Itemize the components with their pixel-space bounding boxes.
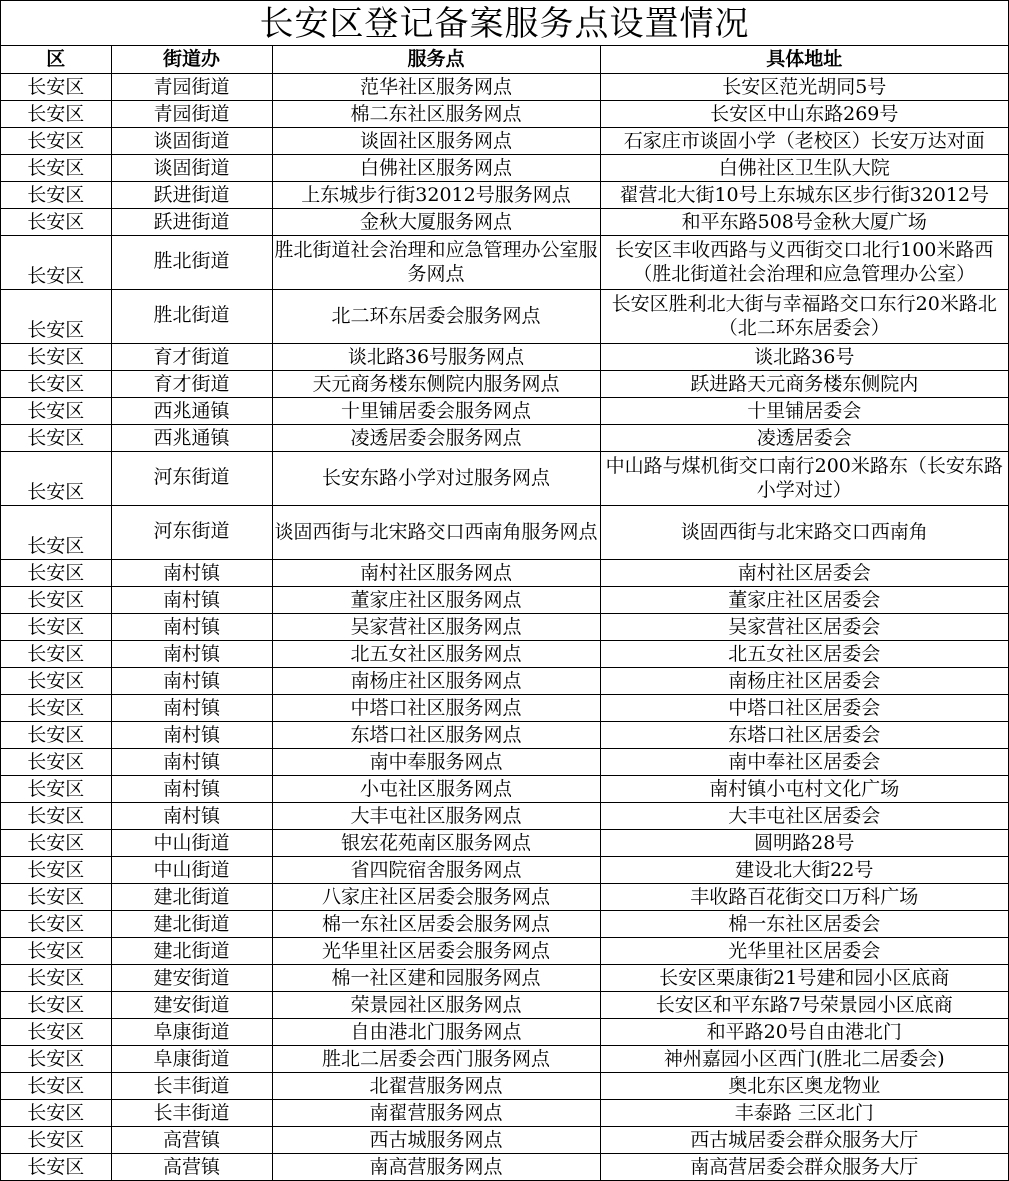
cell-subdistrict: 青园街道 xyxy=(111,100,272,127)
cell-district: 长安区 xyxy=(1,694,111,721)
cell-address: 东塔口社区居委会 xyxy=(600,721,1008,748)
cell-address: 和平东路508号金秋大厦广场 xyxy=(600,208,1008,235)
table-row xyxy=(1,1018,1008,1045)
cell-district: 长安区 xyxy=(1,937,111,964)
cell-district: 长安区 xyxy=(1,1126,111,1153)
cell-subdistrict: 西兆通镇 xyxy=(111,424,272,451)
cell-subdistrict: 高营镇 xyxy=(111,1153,272,1180)
cell-district: 长安区 xyxy=(1,424,111,451)
cell-district: 长安区 xyxy=(1,1153,111,1180)
cell-service-point: 八家庄社区居委会服务网点 xyxy=(272,883,600,910)
table-row xyxy=(1,694,1008,721)
cell-service-point: 谈固社区服务网点 xyxy=(272,127,600,154)
cell-district: 长安区 xyxy=(1,397,111,424)
cell-address: 建设北大街22号 xyxy=(600,856,1008,883)
cell-service-point: 谈固西街与北宋路交口西南角服务网点 xyxy=(272,505,600,559)
cell-subdistrict: 长丰街道 xyxy=(111,1099,272,1126)
cell-service-point: 长安东路小学对过服务网点 xyxy=(272,451,600,505)
table-row xyxy=(1,343,1008,370)
table-row xyxy=(1,397,1008,424)
cell-address: 长安区丰收西路与义西街交口北行100米路西（胜北街道社会治理和应急管理办公室） xyxy=(600,235,1008,289)
cell-subdistrict: 高营镇 xyxy=(111,1126,272,1153)
cell-address: 长安区胜利北大街与幸福路交口东行20米路北（北二环东居委会） xyxy=(600,289,1008,343)
table-row xyxy=(1,721,1008,748)
cell-subdistrict: 建安街道 xyxy=(111,964,272,991)
cell-service-point: 胜北街道社会治理和应急管理办公室服务网点 xyxy=(272,235,600,289)
cell-subdistrict: 南村镇 xyxy=(111,667,272,694)
cell-address: 石家庄市谈固小学（老校区）长安万达对面 xyxy=(600,127,1008,154)
cell-service-point: 省四院宿舍服务网点 xyxy=(272,856,600,883)
table-row xyxy=(1,289,1008,343)
cell-subdistrict: 青园街道 xyxy=(111,73,272,100)
cell-service-point: 北翟营服务网点 xyxy=(272,1072,600,1099)
cell-address: 凌透居委会 xyxy=(600,424,1008,451)
cell-subdistrict: 南村镇 xyxy=(111,775,272,802)
cell-address: 谈北路36号 xyxy=(600,343,1008,370)
cell-service-point: 银宏花苑南区服务网点 xyxy=(272,829,600,856)
table-row xyxy=(1,910,1008,937)
cell-service-point: 南翟营服务网点 xyxy=(272,1099,600,1126)
table-row xyxy=(1,748,1008,775)
cell-subdistrict: 建北街道 xyxy=(111,883,272,910)
cell-address: 吴家营社区居委会 xyxy=(600,613,1008,640)
cell-address: 董家庄社区居委会 xyxy=(600,586,1008,613)
cell-subdistrict: 河东街道 xyxy=(111,505,272,559)
page-title: 长安区登记备案服务点设置情况 xyxy=(1,1,1008,46)
cell-address: 长安区栗康街21号建和园小区底商 xyxy=(600,964,1008,991)
cell-subdistrict: 南村镇 xyxy=(111,721,272,748)
cell-district: 长安区 xyxy=(1,1018,111,1045)
cell-district: 长安区 xyxy=(1,100,111,127)
cell-subdistrict: 谈固街道 xyxy=(111,154,272,181)
table-row xyxy=(1,829,1008,856)
cell-district: 长安区 xyxy=(1,181,111,208)
cell-service-point: 白佛社区服务网点 xyxy=(272,154,600,181)
cell-district: 长安区 xyxy=(1,370,111,397)
cell-district: 长安区 xyxy=(1,667,111,694)
cell-district: 长安区 xyxy=(1,775,111,802)
table-row xyxy=(1,991,1008,1018)
table-row xyxy=(1,370,1008,397)
cell-subdistrict: 西兆通镇 xyxy=(111,397,272,424)
cell-subdistrict: 南村镇 xyxy=(111,586,272,613)
cell-district: 长安区 xyxy=(1,208,111,235)
table-row xyxy=(1,154,1008,181)
table-row xyxy=(1,613,1008,640)
table-row xyxy=(1,73,1008,100)
cell-service-point: 范华社区服务网点 xyxy=(272,73,600,100)
table-row xyxy=(1,1045,1008,1072)
cell-subdistrict: 胜北街道 xyxy=(111,289,272,343)
cell-address: 长安区和平东路7号荣景园小区底商 xyxy=(600,991,1008,1018)
cell-service-point: 南中奉服务网点 xyxy=(272,748,600,775)
cell-district: 长安区 xyxy=(1,343,111,370)
table-row xyxy=(1,100,1008,127)
table-row xyxy=(1,1153,1008,1180)
table-row xyxy=(1,667,1008,694)
table-row xyxy=(1,775,1008,802)
cell-district: 长安区 xyxy=(1,451,111,505)
table-row xyxy=(1,937,1008,964)
cell-address: 大丰屯社区居委会 xyxy=(600,802,1008,829)
cell-service-point: 谈北路36号服务网点 xyxy=(272,343,600,370)
cell-district: 长安区 xyxy=(1,964,111,991)
cell-address: 光华里社区居委会 xyxy=(600,937,1008,964)
cell-district: 长安区 xyxy=(1,127,111,154)
cell-service-point: 棉二东社区服务网点 xyxy=(272,100,600,127)
cell-district: 长安区 xyxy=(1,1072,111,1099)
cell-service-point: 北二环东居委会服务网点 xyxy=(272,289,600,343)
cell-address: 和平路20号自由港北门 xyxy=(600,1018,1008,1045)
cell-address: 南村社区居委会 xyxy=(600,559,1008,586)
cell-subdistrict: 南村镇 xyxy=(111,748,272,775)
cell-service-point: 胜北二居委会西门服务网点 xyxy=(272,1045,600,1072)
table-row xyxy=(1,424,1008,451)
cell-district: 长安区 xyxy=(1,640,111,667)
cell-district: 长安区 xyxy=(1,73,111,100)
cell-service-point: 中塔口社区服务网点 xyxy=(272,694,600,721)
cell-subdistrict: 谈固街道 xyxy=(111,127,272,154)
cell-service-point: 棉一东社区居委会服务网点 xyxy=(272,910,600,937)
cell-district: 长安区 xyxy=(1,1099,111,1126)
cell-subdistrict: 南村镇 xyxy=(111,640,272,667)
cell-service-point: 吴家营社区服务网点 xyxy=(272,613,600,640)
cell-address: 南杨庄社区居委会 xyxy=(600,667,1008,694)
table-row xyxy=(1,127,1008,154)
table-row xyxy=(1,964,1008,991)
cell-service-point: 南村社区服务网点 xyxy=(272,559,600,586)
table-row xyxy=(1,451,1008,505)
table-row xyxy=(1,559,1008,586)
cell-address: 丰收路百花街交口万科广场 xyxy=(600,883,1008,910)
cell-address: 圆明路28号 xyxy=(600,829,1008,856)
cell-service-point: 荣景园社区服务网点 xyxy=(272,991,600,1018)
cell-address: 神州嘉园小区西门(胜北二居委会) xyxy=(600,1045,1008,1072)
header-service-point: 服务点 xyxy=(272,46,600,73)
table-row xyxy=(1,208,1008,235)
table-row xyxy=(1,586,1008,613)
cell-address: 丰泰路 三区北门 xyxy=(600,1099,1008,1126)
cell-subdistrict: 中山街道 xyxy=(111,829,272,856)
cell-service-point: 自由港北门服务网点 xyxy=(272,1018,600,1045)
cell-service-point: 光华里社区居委会服务网点 xyxy=(272,937,600,964)
cell-subdistrict: 阜康街道 xyxy=(111,1045,272,1072)
cell-district: 长安区 xyxy=(1,748,111,775)
cell-service-point: 天元商务楼东侧院内服务网点 xyxy=(272,370,600,397)
cell-address: 南高营居委会群众服务大厅 xyxy=(600,1153,1008,1180)
service-points-table xyxy=(1,46,1008,1180)
table-row xyxy=(1,1099,1008,1126)
cell-address: 十里铺居委会 xyxy=(600,397,1008,424)
cell-subdistrict: 长丰街道 xyxy=(111,1072,272,1099)
cell-district: 长安区 xyxy=(1,586,111,613)
header-row xyxy=(1,46,1008,73)
table-row xyxy=(1,856,1008,883)
table-row xyxy=(1,883,1008,910)
cell-subdistrict: 南村镇 xyxy=(111,694,272,721)
cell-district: 长安区 xyxy=(1,910,111,937)
table-row xyxy=(1,181,1008,208)
cell-address: 谈固西街与北宋路交口西南角 xyxy=(600,505,1008,559)
cell-district: 长安区 xyxy=(1,829,111,856)
header-address: 具体地址 xyxy=(600,46,1008,73)
cell-service-point: 东塔口社区服务网点 xyxy=(272,721,600,748)
cell-district: 长安区 xyxy=(1,559,111,586)
cell-address: 跃进路天元商务楼东侧院内 xyxy=(600,370,1008,397)
cell-address: 棉一东社区居委会 xyxy=(600,910,1008,937)
cell-subdistrict: 南村镇 xyxy=(111,559,272,586)
cell-subdistrict: 阜康街道 xyxy=(111,1018,272,1045)
table-row xyxy=(1,1126,1008,1153)
cell-district: 长安区 xyxy=(1,1045,111,1072)
cell-district: 长安区 xyxy=(1,235,111,289)
cell-service-point: 董家庄社区服务网点 xyxy=(272,586,600,613)
header-subdistrict: 街道办 xyxy=(111,46,272,73)
cell-address: 白佛社区卫生队大院 xyxy=(600,154,1008,181)
cell-district: 长安区 xyxy=(1,802,111,829)
cell-service-point: 南高营服务网点 xyxy=(272,1153,600,1180)
table-row xyxy=(1,235,1008,289)
cell-address: 南中奉社区居委会 xyxy=(600,748,1008,775)
cell-service-point: 上东城步行街32012号服务网点 xyxy=(272,181,600,208)
cell-subdistrict: 胜北街道 xyxy=(111,235,272,289)
cell-district: 长安区 xyxy=(1,721,111,748)
cell-district: 长安区 xyxy=(1,883,111,910)
cell-subdistrict: 育才街道 xyxy=(111,370,272,397)
cell-subdistrict: 建安街道 xyxy=(111,991,272,1018)
header-district: 区 xyxy=(1,46,111,73)
cell-service-point: 凌透居委会服务网点 xyxy=(272,424,600,451)
cell-address: 北五女社区居委会 xyxy=(600,640,1008,667)
cell-service-point: 十里铺居委会服务网点 xyxy=(272,397,600,424)
cell-district: 长安区 xyxy=(1,505,111,559)
cell-address: 西古城居委会群众服务大厅 xyxy=(600,1126,1008,1153)
table-row xyxy=(1,1072,1008,1099)
cell-district: 长安区 xyxy=(1,991,111,1018)
table-row xyxy=(1,505,1008,559)
cell-subdistrict: 跃进街道 xyxy=(111,208,272,235)
cell-subdistrict: 中山街道 xyxy=(111,856,272,883)
cell-subdistrict: 育才街道 xyxy=(111,343,272,370)
cell-service-point: 小屯社区服务网点 xyxy=(272,775,600,802)
cell-subdistrict: 建北街道 xyxy=(111,937,272,964)
cell-subdistrict: 建北街道 xyxy=(111,910,272,937)
cell-subdistrict: 南村镇 xyxy=(111,613,272,640)
cell-service-point: 棉一社区建和园服务网点 xyxy=(272,964,600,991)
table-row xyxy=(1,640,1008,667)
cell-address: 中塔口社区居委会 xyxy=(600,694,1008,721)
cell-subdistrict: 南村镇 xyxy=(111,802,272,829)
cell-subdistrict: 跃进街道 xyxy=(111,181,272,208)
cell-subdistrict: 河东街道 xyxy=(111,451,272,505)
cell-district: 长安区 xyxy=(1,289,111,343)
cell-address: 中山路与煤机街交口南行200米路东（长安东路小学对过） xyxy=(600,451,1008,505)
cell-address: 奥北东区奥龙物业 xyxy=(600,1072,1008,1099)
cell-address: 长安区范光胡同5号 xyxy=(600,73,1008,100)
cell-service-point: 南杨庄社区服务网点 xyxy=(272,667,600,694)
cell-district: 长安区 xyxy=(1,856,111,883)
cell-service-point: 大丰屯社区服务网点 xyxy=(272,802,600,829)
cell-address: 翟营北大街10号上东城东区步行街32012号 xyxy=(600,181,1008,208)
table-body xyxy=(1,73,1008,1180)
cell-address: 南村镇小屯村文化广场 xyxy=(600,775,1008,802)
cell-service-point: 金秋大厦服务网点 xyxy=(272,208,600,235)
cell-service-point: 西古城服务网点 xyxy=(272,1126,600,1153)
cell-address: 长安区中山东路269号 xyxy=(600,100,1008,127)
cell-service-point: 北五女社区服务网点 xyxy=(272,640,600,667)
table-row xyxy=(1,802,1008,829)
cell-district: 长安区 xyxy=(1,154,111,181)
cell-district: 长安区 xyxy=(1,613,111,640)
